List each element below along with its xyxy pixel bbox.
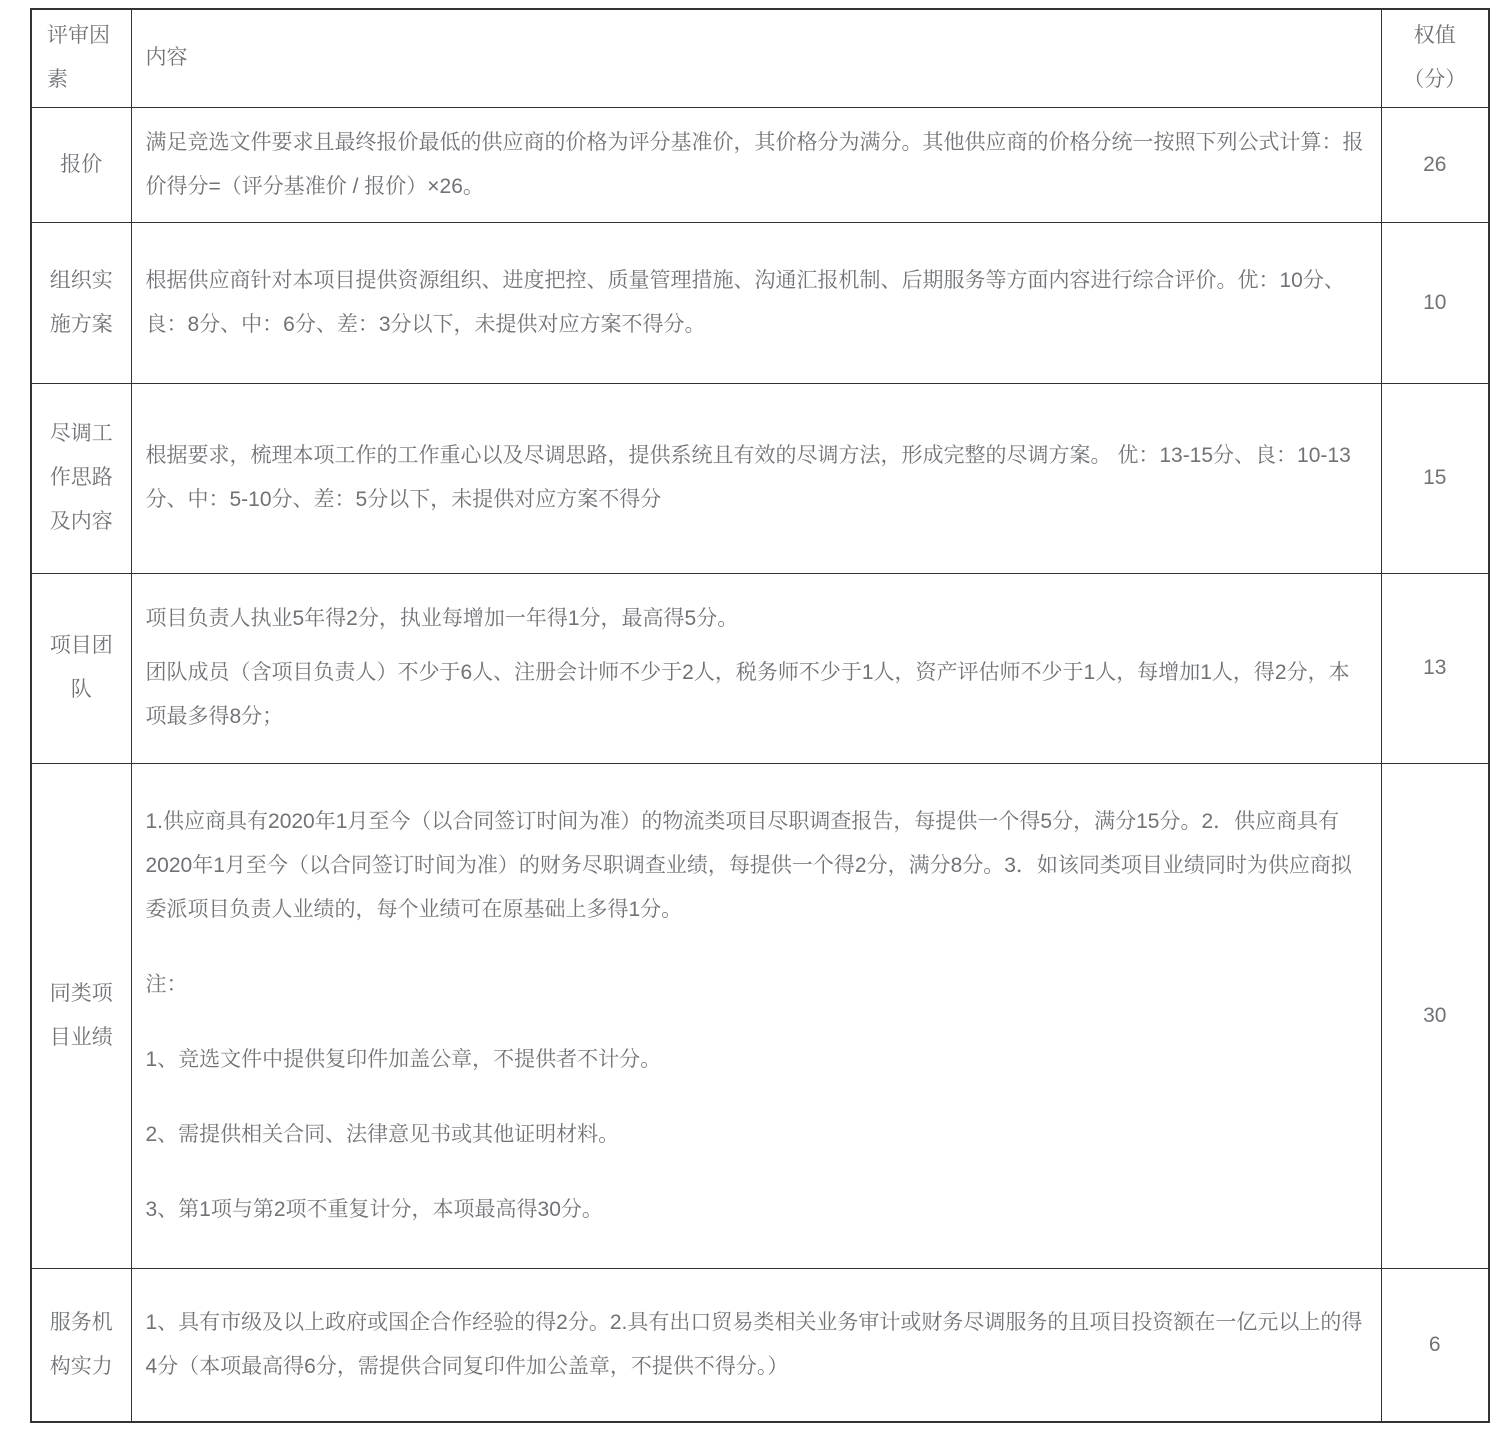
content-paragraph: 根据要求，梳理本项工作的工作重心以及尽调思路，提供系统且有效的尽调方法，形成完整的尽调方案。 优：13-15分、良：10-13分、中：5-10分、差：5分以下，未提供对应方案不得分: [145, 444, 1351, 511]
table-row-agency-strength: [31, 1268, 1489, 1422]
header-factor: 评审因素: [31, 9, 131, 107]
content-cell: [131, 222, 1381, 383]
header-weight: [1381, 9, 1489, 107]
weight-cell: 10: [1381, 222, 1489, 383]
table-row-due-diligence: [31, 383, 1489, 573]
weight-cell: 15: [1381, 383, 1489, 573]
weight-cell: 26: [1381, 107, 1489, 222]
content-paragraph: 项目负责人执业5年得2分，执业每增加一年得1分，最高得5分。: [145, 607, 739, 630]
factor-cell: 组织实施方案: [31, 222, 131, 383]
content-paragraph: 1.供应商具有2020年1月至今（以合同签订时间为准）的物流类项目尽职调查报告，每提供一个得5分，满分15分。2．供应商具有2020年1月至今（以合同签订时间为准）的财务尽职调查业绩，每提供一个得2分，满分8分。3．如该同类项目业绩同时为供应商拟委派项目负责人业绩的，每个业绩可在原基础上多得1分。: [145, 809, 1352, 921]
weight-cell: 6: [1381, 1268, 1489, 1422]
factor-cell: 同类项目业绩: [31, 763, 131, 1268]
content-paragraph: 1、竞选文件中提供复印件加盖公章，不提供者不计分。: [145, 1047, 662, 1071]
content-cell: [131, 383, 1381, 573]
table-row-implementation-plan: [31, 222, 1489, 383]
factor-cell: 报价: [31, 107, 131, 222]
evaluation-table: [30, 8, 1490, 1423]
header-weight-line2: （分）: [1403, 68, 1467, 92]
content-cell: [131, 573, 1381, 763]
table-row-quote: [31, 107, 1489, 222]
table-header-row: [31, 9, 1489, 107]
content-paragraph: 注：: [145, 972, 188, 996]
content-paragraph: 2、需提供相关合同、法律意见书或其他证明材料。: [145, 1122, 620, 1146]
weight-cell: 13: [1381, 573, 1489, 763]
content-paragraph: 3、第1项与第2项不重复计分，本项最高得30分。: [145, 1197, 603, 1221]
content-paragraph: 1、具有市级及以上政府或国企合作经验的得2分。2.具有出口贸易类相关业务审计或财务尽调服务的且项目投资额在一亿元以上的得4分（本项最高得6分，需提供合同复印件加公盖章，不提供不得分。）: [145, 1310, 1363, 1378]
content-cell: [131, 763, 1381, 1268]
header-content: 内容: [131, 9, 1381, 107]
table-row-project-team: [31, 573, 1489, 763]
factor-cell: 服务机构实力: [31, 1268, 131, 1422]
content-paragraph: 根据供应商针对本项目提供资源组织、进度把控、质量管理措施、沟通汇报机制、后期服务等方面内容进行综合评价。优：10分、良：8分、中：6分、差：3分以下，未提供对应方案不得分。: [145, 268, 1345, 336]
content-cell: [131, 1268, 1381, 1422]
content-cell: [131, 107, 1381, 222]
content-paragraph: 团队成员（含项目负责人）不少于6人、注册会计师不少于2人，税务师不少于1人，资产评估师不少于1人，每增加1人，得2分，本项最多得8分；: [145, 661, 1350, 728]
header-weight-line1: 权值: [1413, 24, 1456, 48]
factor-cell: 项目团队: [31, 573, 131, 763]
content-paragraph: 满足竞选文件要求且最终报价最低的供应商的价格为评分基准价，其价格分为满分。其他供应商的价格分统一按照下列公式计算：报价得分=（评分基准价 / 报价）×26。: [145, 130, 1364, 198]
factor-cell: 尽调工作思路及内容: [31, 383, 131, 573]
table-row-similar-performance: [31, 763, 1489, 1268]
weight-cell: 30: [1381, 763, 1489, 1268]
